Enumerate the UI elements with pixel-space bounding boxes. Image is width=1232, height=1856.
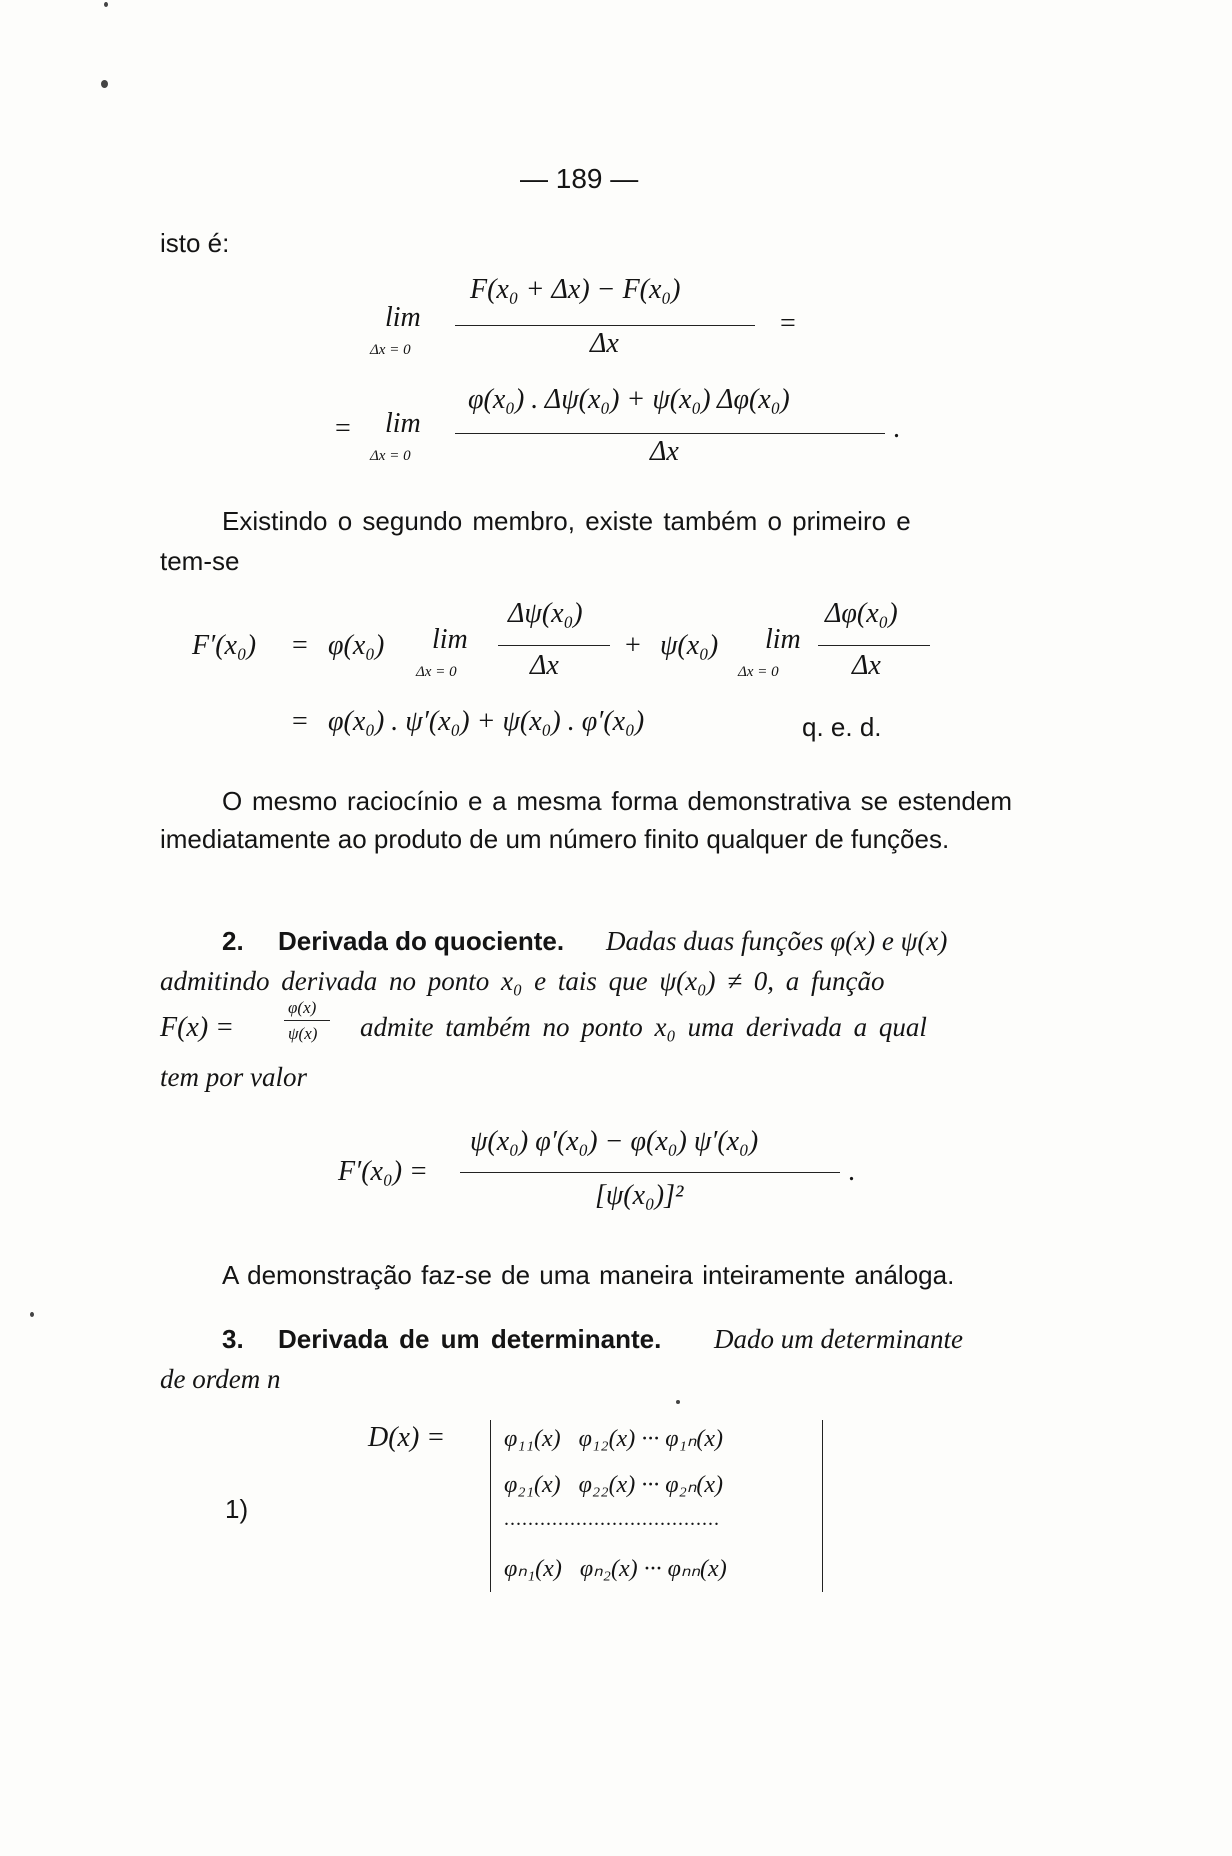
eq1-fraction-bar [455,325,755,326]
determinant-lhs: D(x) = [368,1422,446,1453]
eq3-den1: Δx [530,650,559,681]
determinant-row-dots: .................................... [504,1508,720,1530]
eq5-fraction-bar [460,1172,840,1173]
paragraph-3: A demonstração faz-se de uma maneira inteiramente análoga. [222,1260,955,1290]
eq5-lhs: F′(x₀) = [338,1156,428,1187]
eq1-denominator: Δx [590,328,619,359]
eq2-period: . [893,413,900,444]
eq4-expression: φ(x₀) . ψ′(x₀) + ψ(x₀) . φ′(x₀) [328,706,645,737]
eq3-fraction-bar-1 [498,645,610,646]
section-3-line-2: de ordem n [160,1364,281,1394]
eq3-num1: Δψ(x₀) [508,598,583,629]
determinant-row-1: φ₁₁(x) φ₁₂(x) ··· φ₁ₙ(x) [504,1426,724,1452]
qed-label: q. e. d. [802,712,882,742]
eq3-lim1: lim [432,624,468,655]
eq3-lim1-subscript: Δx = 0 [416,664,457,680]
intro-text: isto é: [160,228,230,258]
eq1-equals: = [780,308,796,339]
section-2-line-1: Dadas duas funções φ(x) e ψ(x) [606,926,948,956]
paragraph-1-line-1: Existindo o segundo membro, existe também o primeiro e [222,506,911,536]
page-number: — 189 — [520,163,639,194]
eq2-lim-subscript: Δx = 0 [370,448,411,464]
determinant-row-n: φₙ₁(x) φₙ₂(x) ··· φₙₙ(x) [504,1556,727,1582]
eq2-fraction-bar [455,433,885,434]
scan-speck [30,1312,34,1317]
scan-speck [676,1400,680,1404]
eq3-term2: ψ(x₀) [660,630,719,661]
eq4-equals: = [292,706,308,737]
eq3-lim2-subscript: Δx = 0 [738,664,779,680]
eq3-lhs: F′(x₀) [192,630,257,661]
section-2-line-2: admitindo derivada no ponto x₀ e tais que ψ(x₀) ≠ 0, a função [160,966,885,996]
eq3-plus: + [625,630,641,661]
section-2-line-3: admite também no ponto x₀ uma derivada a qual [360,1012,927,1042]
eq1-numerator: F(x₀ + Δx) − F(x₀) [470,274,681,305]
section-2-line-4: tem por valor [160,1062,307,1092]
quotient-function-lhs: F(x) = [160,1012,235,1043]
section-3-title: Derivada de um determinante. [278,1324,662,1354]
eq3-den2: Δx [852,650,881,681]
eq2-denominator: Δx [650,436,679,467]
determinant-left-bar [490,1420,491,1592]
eq2-numerator: φ(x₀) . Δψ(x₀) + ψ(x₀) Δφ(x₀) [468,384,790,415]
eq5-denominator: [ψ(x₀)]² [595,1180,684,1211]
scan-speck [104,2,108,7]
quotient-function-numerator: φ(x) [288,998,317,1017]
eq5-period: . [848,1156,855,1187]
paragraph-1-line-2: tem-se [160,546,240,576]
quotient-function-bar [284,1020,330,1021]
eq3-num2: Δφ(x₀) [825,598,898,629]
section-3-line-1: Dado um determinante [714,1324,963,1354]
eq3-lim2: lim [765,624,801,655]
section-2-title: Derivada do quociente. [278,926,565,956]
paragraph-2: O mesmo raciocínio e a mesma forma demonstrativa se estendem imediatamente ao produto de um número finito qualquer de funções. [160,786,1012,854]
eq1-lim-subscript: Δx = 0 [370,342,411,358]
determinant-right-bar [822,1420,823,1592]
determinant-row-2: φ₂₁(x) φ₂₂(x) ··· φ₂ₙ(x) [504,1472,724,1498]
equation-label: 1) [225,1494,249,1524]
eq3-fraction-bar-2 [818,645,930,646]
eq1-lim: lim [385,302,421,333]
eq3-term1: φ(x₀) [328,630,385,661]
eq3-equals: = [292,630,308,661]
eq5-numerator: ψ(x₀) φ′(x₀) − φ(x₀) ψ′(x₀) [470,1126,759,1157]
section-2-number: 2. [222,926,244,956]
quotient-function-denominator: ψ(x) [288,1024,318,1043]
eq2-lim: lim [385,408,421,439]
eq2-lead-equals: = [335,413,351,444]
scan-speck [101,80,108,88]
section-3-number: 3. [222,1324,244,1354]
